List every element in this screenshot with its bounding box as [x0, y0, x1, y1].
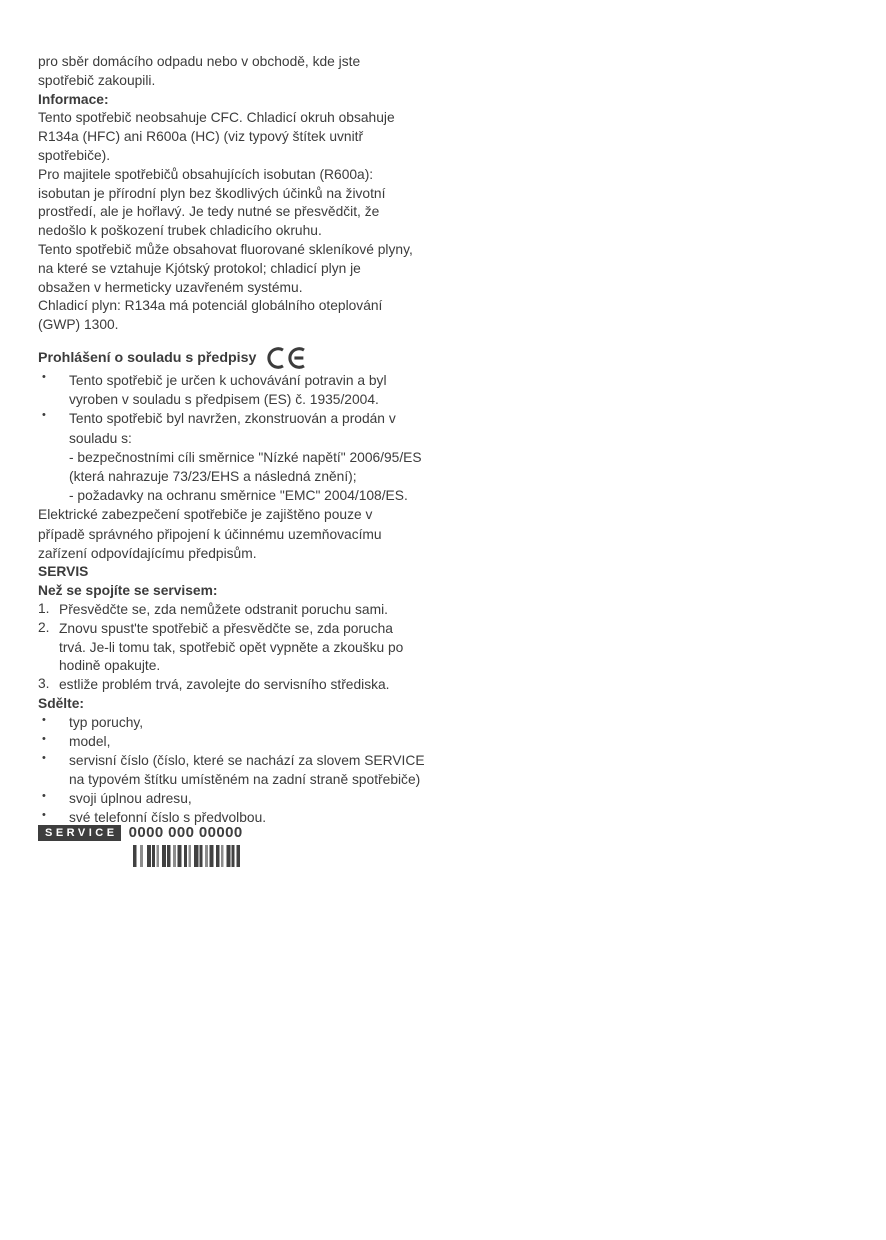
text-line: pro sběr domácího odpadu nebo v obchodě, kde jste	[38, 54, 361, 69]
servis-step	[38, 601, 478, 620]
text-line: Elektrické zabezpečení spotřebiče je zajištěno pouze v	[38, 507, 373, 523]
compliance-heading-row	[38, 344, 478, 371]
section-intro-informace	[38, 53, 478, 335]
section-servis	[38, 563, 478, 827]
text-line: typ poruchy,	[69, 715, 144, 731]
text-line: - požadavky na ochranu směrnice "EMC" 2004/108/ES.	[69, 488, 408, 504]
text-line: Znovu spust'te spotřebič a přesvědčte se, zda porucha	[59, 620, 393, 636]
service-tag	[38, 824, 243, 867]
sdelte-bullet-item	[38, 790, 478, 809]
service-number: 0000 000 00000	[128, 824, 243, 841]
sdelte-bullet-item	[38, 733, 478, 752]
text-line: hodině opakujte.	[59, 658, 161, 674]
text-line: model,	[69, 734, 111, 750]
bullet-body	[69, 409, 478, 505]
step-body	[59, 676, 478, 695]
compliance-bullet-item	[38, 371, 478, 409]
bullet-body	[69, 790, 478, 809]
bullet-icon: •	[42, 789, 46, 802]
text-line: Pro majitele spotřebičů obsahujících isobutan (R600a):	[38, 166, 374, 182]
bullet-icon: •	[42, 751, 46, 764]
text-line: vyroben v souladu s předpisem (ES) č. 1935/2004.	[69, 392, 379, 408]
text-line: Tento spotřebič je určen k uchovávání potravin a byl	[69, 373, 387, 388]
bullet-body	[69, 714, 478, 733]
bullet-body	[69, 752, 478, 790]
section-compliance	[38, 344, 478, 563]
text-line: zařízení odpovídajícímu předpisům.	[38, 545, 257, 561]
text-line: prostředí, ale je hořlavý. Je tedy nutné se přesvědčit, že	[38, 204, 380, 220]
text-line: - bezpečnostními cíli směrnice "Nízké napětí" 2006/95/ES	[69, 449, 422, 465]
compliance-heading: Prohlášení o souladu s předpisy	[38, 349, 257, 366]
servis-step	[38, 620, 478, 677]
text-line: R134a (HFC) ani R600a (HC) (viz typový štítek uvnitř	[38, 129, 364, 145]
text-line: (která nahrazuje 73/23/EHS a následná znění);	[69, 468, 357, 484]
text-line: na typovém štítku umístěném na zadní straně spotřebiče)	[69, 771, 421, 787]
text-line: isobutan je přírodní plyn bez škodlivých účinků na životní	[38, 185, 386, 201]
service-label: SERVICE	[38, 825, 121, 841]
text-line: případě správného připojení k účinnému uzemňovacímu	[38, 526, 382, 542]
sdelte-bullet-item	[38, 714, 478, 733]
text-line: Tento spotřebič neobsahuje CFC. Chladicí okruh obsahuje	[38, 110, 395, 126]
text-line: estliže problém trvá, zavolejte do servisního střediska.	[59, 677, 390, 693]
text-line: na které se vztahuje Kjótský protokol; chladicí plyn je	[38, 260, 361, 276]
text-line: spotřebiče).	[38, 147, 111, 163]
bullet-icon: •	[42, 733, 46, 746]
informace-heading: Informace:	[38, 91, 109, 107]
service-tag-row	[38, 824, 243, 841]
text-line: souladu s:	[69, 430, 132, 446]
bullet-icon: •	[42, 371, 46, 383]
barcode	[133, 845, 243, 867]
bullet-icon: •	[42, 808, 46, 821]
step-body	[59, 620, 478, 677]
servis-step	[38, 676, 478, 695]
step-number: 3.	[38, 676, 50, 692]
compliance-bullet-item	[38, 409, 478, 505]
text-line: Chladicí plyn: R134a má potenciál globálního oteplování	[38, 298, 383, 314]
text-line: Tento spotřebič byl navržen, zkonstruován a prodán v	[69, 411, 396, 427]
step-body	[59, 601, 478, 620]
text-line: spotřebič zakoupili.	[38, 72, 156, 88]
ce-mark-icon	[266, 345, 308, 371]
servis-heading: SERVIS	[38, 564, 89, 579]
step-number: 1.	[38, 600, 50, 616]
bullet-body	[69, 733, 478, 752]
text-line: (GWP) 1300.	[38, 317, 119, 333]
sdelte-bullet-item	[38, 752, 478, 790]
servis-subheading: Než se spojíte se servisem:	[38, 582, 218, 598]
text-line: obsažen v hermeticky uzavřeném systému.	[38, 279, 303, 295]
text-line: trvá. Je-li tomu tak, spotřebič opět vypněte a zkoušku po	[59, 639, 404, 655]
text-line: Přesvědčte se, zda nemůžete odstranit poruchu sami.	[59, 601, 388, 617]
sdelte-heading: Sdělte:	[38, 696, 84, 712]
text-line: své telefonní číslo s předvolbou.	[69, 809, 267, 825]
text-line: Tento spotřebič může obsahovat fluorované skleníkové plyny,	[38, 241, 413, 257]
step-number: 2.	[38, 619, 50, 635]
bullet-icon: •	[42, 409, 46, 422]
text-line: servisní číslo (číslo, které se nachází za slovem SERVICE	[69, 752, 425, 768]
text-line: svoji úplnou adresu,	[69, 790, 192, 806]
bullet-body	[69, 371, 478, 409]
bullet-icon: •	[42, 714, 46, 727]
text-line: nedošlo k poškození trubek chladicího okruhu.	[38, 223, 322, 239]
